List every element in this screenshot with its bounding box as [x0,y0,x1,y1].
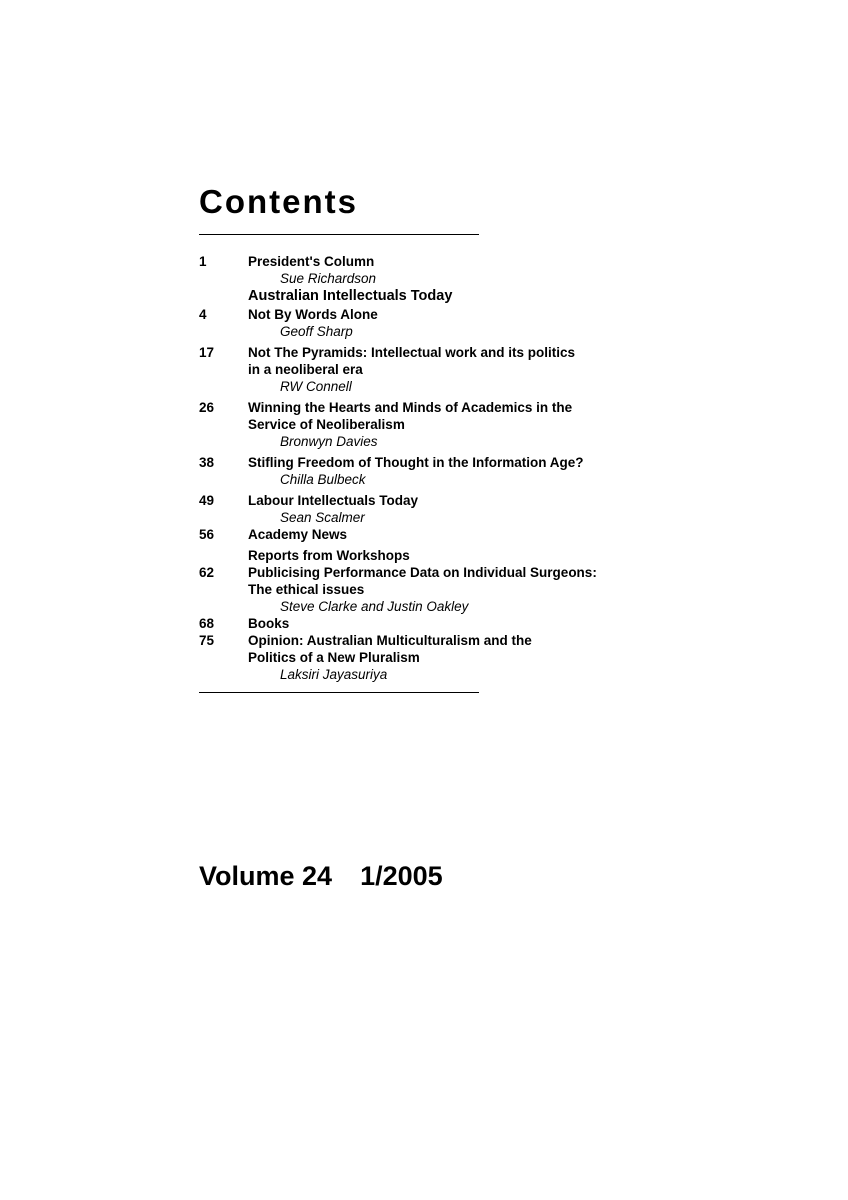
page-number: 26 [199,400,215,415]
bottom-rule [199,692,479,693]
page-number: 17 [199,345,215,360]
page-title: Contents [199,183,358,220]
entry-title: Not By Words Alone [248,307,378,322]
page-number: 75 [199,633,215,648]
page-number: 56 [199,527,215,542]
top-rule [199,234,479,235]
issue-number: 1/2005 [360,861,443,891]
entry-title: Labour Intellectuals Today [248,493,419,508]
toc-entry [199,399,659,450]
entry-author: Sean Scalmer [280,510,365,525]
volume-issue [199,860,443,892]
page-number: 49 [199,493,215,508]
toc-entry [199,344,659,395]
entry-title-line-2: in a neoliberal era [248,362,363,377]
toc-entry [199,564,659,615]
entry-author: Sue Richardson [280,271,377,286]
toc-section-heading [199,287,659,306]
page-number: 62 [199,565,215,580]
entry-title: Winning the Hearts and Minds of Academics in the [248,400,573,415]
toc-entry [199,615,659,632]
page-number: 68 [199,616,215,631]
entry-title: Reports from Workshops [248,548,410,563]
entry-author: Laksiri Jayasuriya [280,667,388,682]
entry-title: Books [248,616,290,631]
toc-entry [199,547,659,564]
entry-title-line-2: The ethical issues [248,582,365,597]
entry-title: Stifling Freedom of Thought in the Information Age? [248,455,584,470]
toc-entry [199,632,659,683]
toc-entry [199,492,659,526]
entry-title: Opinion: Australian Multiculturalism and the [248,633,532,648]
section-title: Australian Intellectuals Today [248,288,453,304]
entry-author: RW Connell [280,379,352,394]
contents-list [199,253,659,683]
toc-entry [199,454,659,488]
page-number: 38 [199,455,215,470]
entry-title: Not The Pyramids: Intellectual work and its politics [248,345,576,360]
entry-author: Bronwyn Davies [280,434,378,449]
toc-entry [199,526,659,543]
entry-title: Publicising Performance Data on Individual Surgeons: [248,565,597,580]
entry-title: President's Column [248,254,375,269]
toc-entry [199,306,659,340]
entry-title-line-2: Service of Neoliberalism [248,417,405,432]
entry-author: Geoff Sharp [280,324,353,339]
volume-number: Volume 24 [199,861,333,891]
page-number: 4 [199,307,207,322]
entry-author: Chilla Bulbeck [280,472,366,487]
toc-entry [199,253,659,287]
page-number: 1 [199,254,207,269]
entry-title: Academy News [248,527,348,542]
entry-author: Steve Clarke and Justin Oakley [280,599,469,614]
entry-title-line-2: Politics of a New Pluralism [248,650,420,665]
